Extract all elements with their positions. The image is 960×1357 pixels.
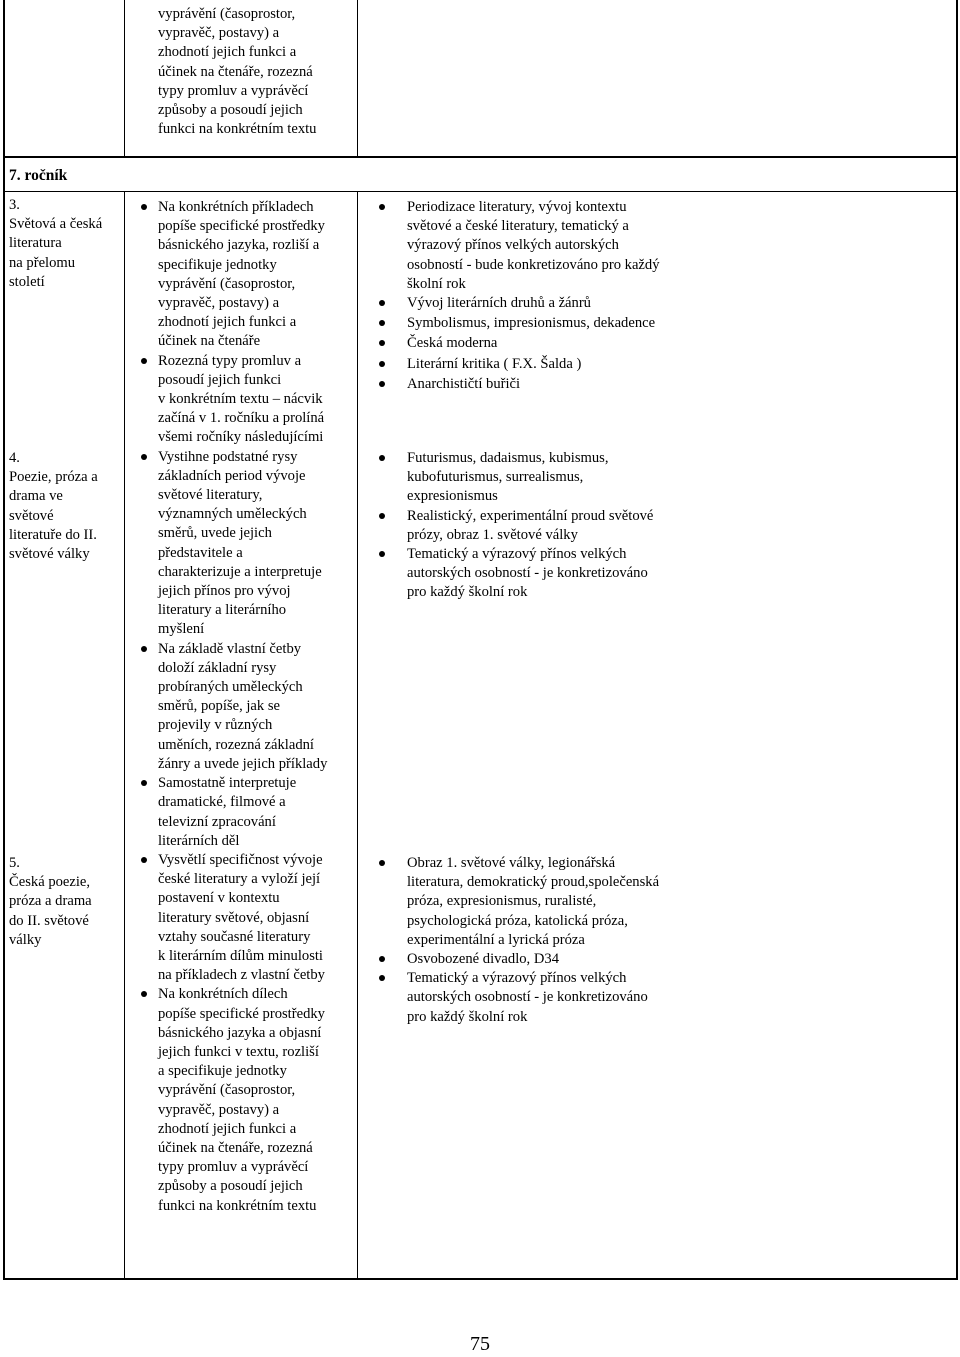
text-line: vypravěč, postavy) a (158, 295, 280, 312)
text-line: jejich přínos pro vývoj (158, 583, 291, 600)
text-line: jejich funkci v textu, rozliší (158, 1043, 319, 1060)
text-line: dramatické, filmové a (158, 794, 286, 811)
text-line: účinek na čtenáře, rozezná (158, 63, 313, 80)
text-line: Vysvětlí specifičnost vývoje (158, 851, 323, 868)
list-item (407, 950, 952, 969)
text-line: televizní zpracování (158, 813, 276, 830)
topic-block (9, 449, 121, 564)
text-line: školní rok (407, 275, 466, 292)
text-line: Realistický, experimentální proud světové (407, 507, 654, 524)
text-line: k literárním dílům minulosti (158, 947, 323, 964)
text-line: na přelomu (9, 254, 76, 271)
text-line: Vývoj literárních druhů a žánrů (407, 295, 591, 312)
list-item (158, 448, 356, 640)
text-line: funkci na konkrétním textu (158, 121, 317, 138)
text-line: osobností - bude konkretizováno pro každý (407, 256, 660, 273)
list-item (158, 851, 356, 985)
text-line: směrů, popíše, jak se (158, 698, 280, 715)
text-line: účinek na čtenáře (158, 333, 261, 350)
text-line: Světová a česká (9, 216, 103, 233)
text-line: vztahy současné literatury (158, 928, 311, 945)
list-item (158, 198, 356, 352)
text-line: vyprávění (časoprostor, (158, 275, 296, 292)
column-divider (124, 0, 125, 157)
column-divider (357, 191, 358, 1280)
list-item (407, 449, 952, 507)
list-item (407, 314, 952, 333)
text-line: 4. (9, 450, 20, 466)
text-line: Tematický a výrazový přínos velkých (407, 546, 627, 563)
text-line: Anarchističtí buřiči (407, 375, 521, 392)
text-line: typy promluv a vyprávěcí (158, 82, 309, 99)
text-line: představitele a (158, 544, 243, 561)
text-line: posoudí jejich funkci (158, 371, 282, 388)
bullet-icon (141, 646, 147, 652)
text-line: pro každý školní rok (407, 1008, 528, 1025)
text-line: prózy, obraz 1. světové války (407, 526, 578, 543)
text-line: významných uměleckých (158, 506, 307, 523)
text-line: v konkrétním textu – nácvik (158, 391, 323, 408)
text-line: postavení v kontextu (158, 890, 280, 907)
text-line: války (9, 931, 42, 948)
column-divider (357, 0, 358, 157)
text-line: světové (9, 507, 54, 524)
text-line: do II. světové (9, 912, 89, 929)
text-line: Vystihne podstatné rysy (158, 448, 298, 465)
text-line: myšlení (158, 621, 205, 638)
text-line: literatura (9, 235, 62, 252)
text-line: Osvobozené divadlo, D34 (407, 951, 559, 968)
content-group (407, 854, 952, 1027)
list-item (158, 352, 356, 448)
bullet-icon (379, 381, 385, 387)
list-item (407, 355, 952, 374)
text-line: charakterizuje a interpretuje (158, 563, 322, 580)
text-line: a specifikuje jednotky (158, 1063, 287, 1080)
bullet-icon (379, 455, 385, 461)
text-line: účinek na čtenáře, rozezná (158, 1139, 313, 1156)
grade-heading: 7. ročník (9, 167, 68, 184)
text-line: Na konkrétních dílech (158, 986, 288, 1003)
text-line: Futurismus, dadaismus, kubismus, (407, 450, 609, 466)
text-line: zhodnotí jejich funkci a (158, 44, 297, 61)
topic-block (9, 196, 121, 292)
bullet-icon (141, 358, 147, 364)
text-line: Česká moderna (407, 335, 498, 352)
text-line: Tematický a výrazový přínos velkých (407, 970, 627, 987)
text-line: autorských osobností - je konkretizováno (407, 565, 648, 582)
text-line: způsoby a posoudí jejich (158, 1178, 303, 1195)
bullet-icon (379, 300, 385, 306)
top-row-outcomes (158, 5, 354, 139)
text-line: autorských osobností - je konkretizováno (407, 989, 648, 1006)
text-line: próza a drama (9, 893, 92, 910)
list-item (407, 545, 952, 603)
text-line: světové literatury, (158, 487, 263, 504)
text-line: Literární kritika ( F.X. Šalda ) (407, 355, 582, 372)
text-line: vypravěč, postavy) a (158, 1101, 280, 1118)
bullet-icon (379, 361, 385, 367)
text-line: expresionismus (407, 488, 498, 505)
text-line: uměních, rozezná základní (158, 736, 314, 753)
text-line: literatury světové, objasní (158, 909, 310, 926)
text-line: na příkladech z vlastní četby (158, 967, 325, 984)
bullet-icon (141, 204, 147, 210)
row-divider (3, 191, 958, 192)
text-line: probíraných uměleckých (158, 679, 303, 696)
row-divider (3, 156, 958, 158)
list-item (158, 640, 356, 774)
list-item (407, 854, 952, 950)
column-divider (124, 191, 125, 1280)
list-item (407, 198, 952, 294)
page-number: 75 (470, 1333, 490, 1355)
table-frame (3, 0, 958, 1280)
list-item (407, 507, 952, 545)
text-line: základních period vývoje (158, 467, 306, 484)
text-line: Periodizace literatury, vývoj kontextu (407, 199, 627, 215)
list-item (407, 334, 952, 353)
text-line: literatury a literárního (158, 602, 287, 619)
bullet-icon (379, 513, 385, 519)
text-line: vypravěč, postavy) a (158, 25, 280, 42)
text-line: všemi ročníky následujícími (158, 429, 324, 446)
text-line: 5. (9, 855, 20, 871)
text-line: projevily v různých (158, 717, 273, 734)
text-line: směrů, uvede jejich (158, 525, 272, 542)
content-group (407, 449, 952, 603)
text-line: básnického jazyka a objasní (158, 1024, 322, 1041)
text-line: básnického jazyka, rozliší a (158, 237, 320, 254)
text-line: výrazový přínos velkých autorských (407, 237, 619, 254)
text-line: začíná v 1. ročníku a prolíná (158, 410, 325, 427)
text-line: popíše specifické prostředky (158, 1005, 325, 1022)
text-line: 3. (9, 197, 20, 213)
list-item (407, 294, 952, 313)
outcomes-column (158, 198, 356, 1216)
text-line: drama ve (9, 488, 63, 505)
text-line: století (9, 273, 45, 290)
bullet-icon (141, 857, 147, 863)
text-line: Poezie, próza a (9, 469, 98, 486)
text-line: Na konkrétních příkladech (158, 199, 314, 215)
bullet-icon (379, 551, 385, 557)
bullet-icon (379, 860, 385, 866)
text-line: žánry a uvede jejich příklady (158, 755, 328, 772)
text-line: Rozezná typy promluv a (158, 352, 302, 369)
text-line: literárních děl (158, 832, 240, 849)
text-line: funkci na konkrétním textu (158, 1197, 317, 1214)
text-line: Symbolismus, impresionismus, dekadence (407, 315, 656, 332)
text-line: literatuře do II. (9, 526, 97, 543)
text-line: Na základě vlastní četby (158, 640, 302, 657)
text-line: doloží základní rysy (158, 659, 277, 676)
bullet-icon (379, 204, 385, 210)
bullet-icon (141, 454, 147, 460)
list-item (407, 375, 952, 394)
list-item (407, 969, 952, 1027)
text-line: popíše specifické prostředky (158, 218, 325, 235)
text-line: světové války (9, 546, 90, 563)
text-line: Obraz 1. světové války, legionářská (407, 855, 616, 871)
text-line: typy promluv a vyprávěcí (158, 1159, 309, 1176)
text-line: psychologická próza, katolická próza, (407, 912, 628, 929)
text-line: Česká poezie, (9, 874, 91, 891)
text-line: Samostatně interpretuje (158, 775, 297, 792)
text-line: pro každý školní rok (407, 584, 528, 601)
text-line: způsoby a posoudí jejich (158, 102, 303, 119)
text-line: experimentální a lyrická próza (407, 931, 585, 948)
text-line: kubofuturismus, surrealismus, (407, 469, 584, 486)
text-line: české literatury a vyloží její (158, 871, 321, 888)
content-group (407, 198, 952, 394)
text-line: vyprávění (časoprostor, (158, 1082, 296, 1099)
list-item (158, 774, 356, 851)
text-line: literatura, demokratický proud,společenská (407, 874, 660, 891)
bullet-icon (379, 956, 385, 962)
topic-block (9, 854, 121, 950)
text-line: próza, expresionismus, ruralisté, (407, 893, 597, 910)
text-line: světové a české literatury, tematický a (407, 218, 629, 235)
text-line: zhodnotí jejich funkci a (158, 314, 297, 331)
text-line: zhodnotí jejich funkci a (158, 1120, 297, 1137)
list-item (158, 985, 356, 1215)
text-line: specifikuje jednotky (158, 256, 277, 273)
text-line: vyprávění (časoprostor, (158, 6, 296, 22)
